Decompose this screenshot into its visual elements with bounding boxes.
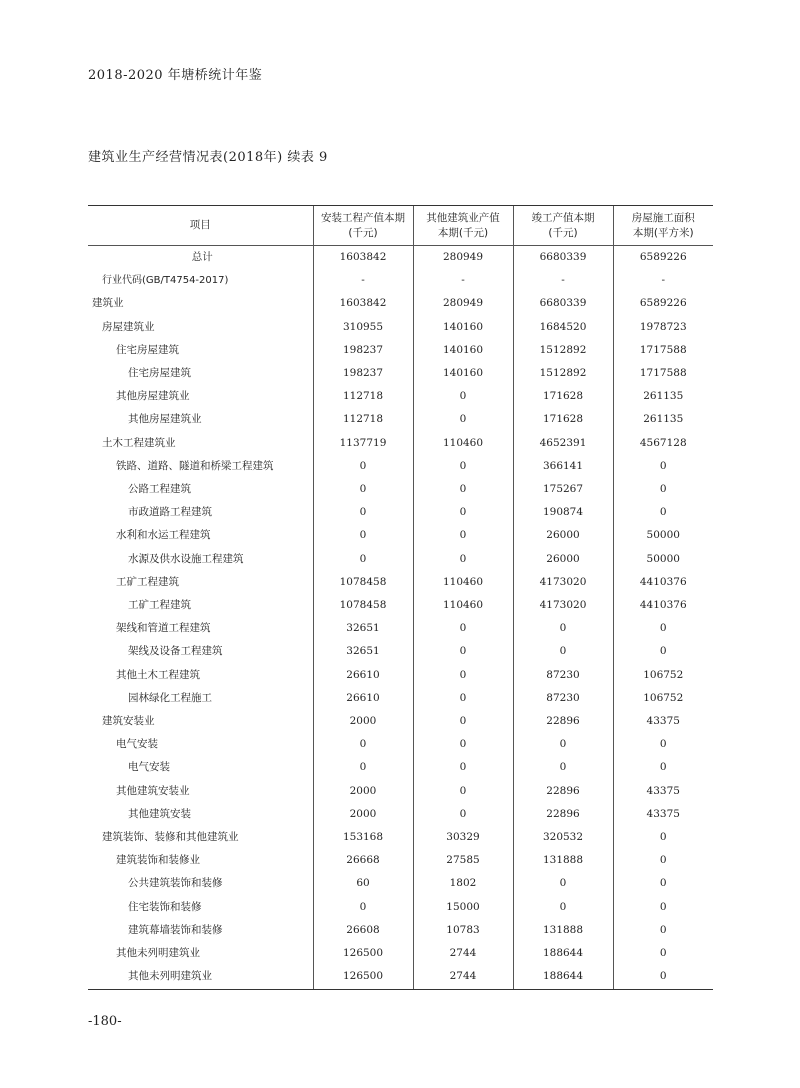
statistics-table — [88, 205, 713, 990]
row-value: 26610 — [313, 664, 413, 687]
row-value: 30329 — [413, 826, 513, 849]
table-row — [88, 316, 713, 339]
row-value: 0 — [613, 478, 713, 501]
table-row — [88, 246, 713, 270]
table-row — [88, 501, 713, 524]
row-value: 0 — [513, 756, 613, 779]
column-header-completed-output — [513, 206, 613, 246]
table-row — [88, 733, 713, 756]
table-row — [88, 687, 713, 710]
row-label: 建筑业 — [92, 297, 124, 310]
column-header-line: 房屋施工面积 — [631, 211, 695, 224]
row-label: 工矿工程建筑 — [128, 599, 191, 612]
row-value: 1717588 — [613, 362, 713, 385]
row-value: 0 — [313, 524, 413, 547]
row-value: 140160 — [413, 316, 513, 339]
row-label: 其他未列明建筑业 — [116, 947, 200, 960]
row-value: 198237 — [313, 339, 413, 362]
row-value: 0 — [413, 408, 513, 431]
row-value: 280949 — [413, 246, 513, 270]
row-value: 0 — [413, 548, 513, 571]
row-value: 1512892 — [513, 362, 613, 385]
row-value: 0 — [613, 756, 713, 779]
row-value: 110460 — [413, 432, 513, 455]
row-value: 0 — [613, 455, 713, 478]
row-value: 4173020 — [513, 594, 613, 617]
row-value: 0 — [513, 896, 613, 919]
row-value: 0 — [413, 687, 513, 710]
row-value: 26668 — [313, 849, 413, 872]
row-value: 140160 — [413, 339, 513, 362]
row-value: 0 — [313, 478, 413, 501]
row-value: 0 — [413, 756, 513, 779]
row-label: 其他房屋建筑业 — [128, 413, 202, 426]
row-label: 总计 — [191, 251, 213, 263]
row-value: 0 — [613, 640, 713, 663]
row-value: 1512892 — [513, 339, 613, 362]
row-value: 0 — [313, 896, 413, 919]
column-header-line: 本期(千元) — [437, 226, 489, 239]
row-value: 310955 — [313, 316, 413, 339]
row-value: 6589226 — [613, 292, 713, 315]
column-header-line: 其他建筑业产值 — [426, 211, 500, 224]
row-value: 366141 — [513, 455, 613, 478]
row-value: 126500 — [313, 942, 413, 965]
row-label: 水利和水运工程建筑 — [116, 529, 211, 542]
table-row — [88, 826, 713, 849]
table-row — [88, 780, 713, 803]
row-value: 106752 — [613, 687, 713, 710]
row-value: 2000 — [313, 780, 413, 803]
column-header-other-construction-output — [413, 206, 513, 246]
table-row — [88, 548, 713, 571]
row-value: 4652391 — [513, 432, 613, 455]
row-value: 22896 — [513, 803, 613, 826]
row-value: 26000 — [513, 548, 613, 571]
row-label: 建筑幕墙装饰和装修 — [128, 923, 223, 936]
row-value: 126500 — [313, 965, 413, 989]
row-value: 0 — [313, 733, 413, 756]
row-value: 171628 — [513, 408, 613, 431]
table-row — [88, 896, 713, 919]
page-header: 2018-2020 年塘桥统计年鉴 — [88, 68, 263, 83]
row-value: 6589226 — [613, 246, 713, 270]
row-value: 1978723 — [613, 316, 713, 339]
row-value: 0 — [313, 548, 413, 571]
column-header-line: 本期(平方米) — [632, 226, 694, 239]
row-label: 行业代码(GB/T4754-2017) — [102, 275, 229, 287]
row-value: 1078458 — [313, 571, 413, 594]
row-value: 1078458 — [313, 594, 413, 617]
row-value: 0 — [613, 733, 713, 756]
row-value: 27585 — [413, 849, 513, 872]
page-number: -180- — [88, 1014, 122, 1029]
table-row — [88, 710, 713, 733]
table-title: 建筑业生产经营情况表(2018年) 续表 9 — [88, 150, 328, 165]
row-value: 87230 — [513, 664, 613, 687]
row-value: 15000 — [413, 896, 513, 919]
row-value: 140160 — [413, 362, 513, 385]
row-value: 1802 — [413, 872, 513, 895]
table-row — [88, 408, 713, 431]
row-value: - — [413, 269, 513, 292]
row-value: 43375 — [613, 803, 713, 826]
row-value: 0 — [413, 455, 513, 478]
row-value: 0 — [613, 849, 713, 872]
table-row — [88, 640, 713, 663]
table-row — [88, 292, 713, 315]
row-label: 其他房屋建筑业 — [116, 390, 190, 403]
row-value: 261135 — [613, 385, 713, 408]
column-header-building-area — [613, 206, 713, 246]
row-value: 0 — [613, 919, 713, 942]
table-row — [88, 455, 713, 478]
table-row — [88, 872, 713, 895]
column-header-line: 安装工程产值本期 — [321, 211, 405, 224]
row-value: 0 — [513, 640, 613, 663]
row-value: 0 — [313, 756, 413, 779]
row-value: 188644 — [513, 942, 613, 965]
row-value: - — [313, 269, 413, 292]
row-label: 架线和管道工程建筑 — [116, 622, 211, 635]
row-value: 4173020 — [513, 571, 613, 594]
row-value: 175267 — [513, 478, 613, 501]
row-value: 1603842 — [313, 292, 413, 315]
row-value: 1603842 — [313, 246, 413, 270]
row-label: 其他土木工程建筑 — [116, 668, 200, 681]
row-value: 4410376 — [613, 594, 713, 617]
column-header-item — [88, 206, 313, 246]
row-value: 50000 — [613, 548, 713, 571]
row-value: 0 — [513, 617, 613, 640]
row-value: 190874 — [513, 501, 613, 524]
row-value: 0 — [413, 733, 513, 756]
row-value: 320532 — [513, 826, 613, 849]
table-row — [88, 756, 713, 779]
row-value: 50000 — [613, 524, 713, 547]
row-label: 建筑装饰和装修业 — [116, 854, 200, 867]
row-value: 0 — [613, 965, 713, 989]
row-value: 43375 — [613, 780, 713, 803]
row-label: 房屋建筑业 — [102, 320, 155, 333]
row-value: 0 — [613, 501, 713, 524]
row-value: 26000 — [513, 524, 613, 547]
row-value: 6680339 — [513, 292, 613, 315]
row-value: 112718 — [313, 385, 413, 408]
row-value: 1684520 — [513, 316, 613, 339]
row-label: 住宅装饰和装修 — [128, 900, 202, 913]
table-row — [88, 803, 713, 826]
row-value: 32651 — [313, 640, 413, 663]
column-header-line: (千元) — [348, 226, 378, 239]
table-row — [88, 571, 713, 594]
row-label: 园林绿化工程施工 — [128, 691, 212, 704]
row-value: 60 — [313, 872, 413, 895]
row-value: 0 — [413, 478, 513, 501]
row-value: 26610 — [313, 687, 413, 710]
row-value: 110460 — [413, 571, 513, 594]
row-value: 0 — [413, 780, 513, 803]
row-value: 0 — [413, 710, 513, 733]
row-label: 电气安装 — [116, 738, 158, 751]
row-value: 0 — [513, 872, 613, 895]
row-value: 110460 — [413, 594, 513, 617]
row-value: 22896 — [513, 710, 613, 733]
table-row — [88, 385, 713, 408]
row-value: 0 — [613, 826, 713, 849]
table-row — [88, 432, 713, 455]
row-value: 131888 — [513, 849, 613, 872]
row-label: 土木工程建筑业 — [102, 436, 176, 449]
row-label: 住宅房屋建筑 — [128, 367, 191, 380]
row-label: 建筑装饰、装修和其他建筑业 — [102, 831, 239, 844]
row-value: - — [613, 269, 713, 292]
row-value: 2000 — [313, 803, 413, 826]
row-value: 0 — [513, 733, 613, 756]
row-value: 87230 — [513, 687, 613, 710]
row-label: 水源及供水设施工程建筑 — [128, 552, 244, 565]
table-row — [88, 524, 713, 547]
row-value: 0 — [413, 640, 513, 663]
row-value: 0 — [613, 872, 713, 895]
row-label: 建筑安装业 — [102, 715, 155, 728]
row-value: 32651 — [313, 617, 413, 640]
row-value: 26608 — [313, 919, 413, 942]
row-label: 市政道路工程建筑 — [128, 506, 212, 519]
row-value: 261135 — [613, 408, 713, 431]
table-row — [88, 269, 713, 292]
table-row — [88, 339, 713, 362]
row-label: 其他未列明建筑业 — [88, 965, 313, 989]
row-value: 153168 — [313, 826, 413, 849]
row-label: 工矿工程建筑 — [116, 575, 179, 588]
row-value: 0 — [613, 896, 713, 919]
row-value: - — [513, 269, 613, 292]
row-value: 198237 — [313, 362, 413, 385]
row-value: 4410376 — [613, 571, 713, 594]
row-label: 电气安装 — [128, 761, 170, 774]
row-value: 280949 — [413, 292, 513, 315]
row-label: 架线及设备工程建筑 — [128, 645, 223, 658]
row-value: 2744 — [413, 942, 513, 965]
row-value: 106752 — [613, 664, 713, 687]
row-value: 0 — [313, 455, 413, 478]
column-header-installation-output — [313, 206, 413, 246]
row-value: 43375 — [613, 710, 713, 733]
row-label: 其他建筑安装业 — [116, 784, 190, 797]
column-header-item-label: 项目 — [189, 219, 211, 231]
row-value: 171628 — [513, 385, 613, 408]
row-value: 1137719 — [313, 432, 413, 455]
row-value: 22896 — [513, 780, 613, 803]
row-value: 131888 — [513, 919, 613, 942]
row-value: 10783 — [413, 919, 513, 942]
row-value: 188644 — [513, 965, 613, 989]
row-label: 公路工程建筑 — [128, 483, 191, 496]
row-label: 公共建筑装饰和装修 — [128, 877, 223, 890]
row-value: 0 — [413, 617, 513, 640]
table-row — [88, 478, 713, 501]
table-row — [88, 849, 713, 872]
row-value: 4567128 — [613, 432, 713, 455]
table-header-row — [88, 206, 713, 246]
table-row — [88, 594, 713, 617]
row-value: 6680339 — [513, 246, 613, 270]
statistics-table-container — [88, 205, 713, 990]
table-row — [88, 617, 713, 640]
row-label: 铁路、道路、隧道和桥梁工程建筑 — [116, 459, 274, 472]
row-label: 住宅房屋建筑 — [116, 343, 179, 356]
row-value: 0 — [413, 664, 513, 687]
table-row — [88, 919, 713, 942]
column-header-line: (千元) — [548, 226, 578, 239]
row-value: 0 — [613, 942, 713, 965]
row-value: 0 — [413, 501, 513, 524]
row-value: 0 — [413, 524, 513, 547]
row-value: 0 — [413, 803, 513, 826]
table-row — [88, 664, 713, 687]
row-label: 其他建筑安装 — [128, 807, 191, 820]
row-value: 1717588 — [613, 339, 713, 362]
table-row — [88, 942, 713, 965]
table-body — [88, 246, 713, 990]
table-row — [88, 965, 713, 989]
row-value: 112718 — [313, 408, 413, 431]
row-value: 2744 — [413, 965, 513, 989]
row-value: 0 — [413, 385, 513, 408]
row-value: 0 — [313, 501, 413, 524]
column-header-line: 竣工产值本期 — [531, 211, 595, 224]
row-value: 0 — [613, 617, 713, 640]
table-row — [88, 362, 713, 385]
row-value: 2000 — [313, 710, 413, 733]
